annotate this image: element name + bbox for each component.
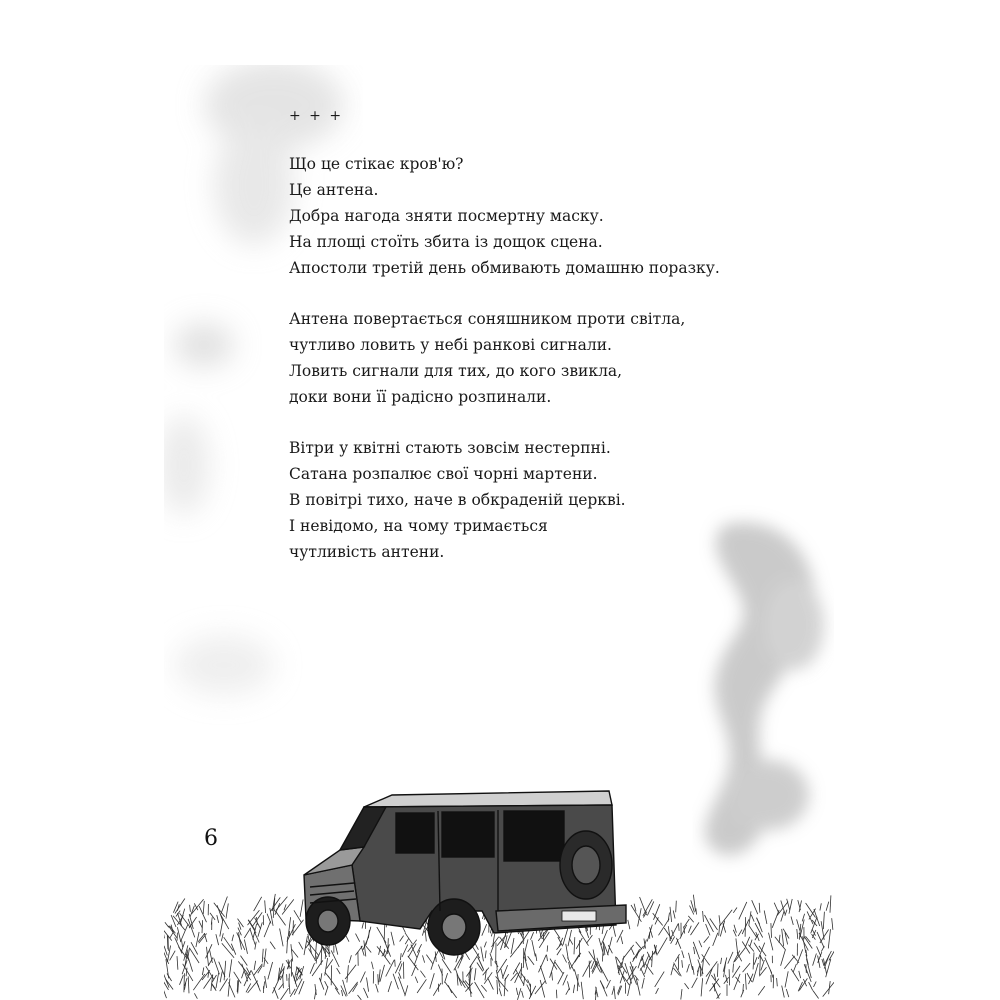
poem-line: І невідомо, на чому тримається [289,517,548,535]
grass-stroke [395,960,396,967]
poem-line: Що це стікає кров'ю? [289,155,464,173]
poem-line: Апостоли третій день обмивають домашню поразку. [289,259,720,277]
poem-line: Сатана розпалює свої чорні мартени. [289,465,598,483]
poem-line: Добра нагода зняти посмертну маску. [289,207,604,225]
poem-line: чутливість антени. [289,543,445,561]
grass-stroke [826,902,829,911]
grass-stroke [718,964,719,977]
poem-line: В повітрі тихо, наче в обкраденій церкві. [289,491,626,509]
grass-stroke [254,897,262,911]
poem-line: Вітри у квітні стають зовсім нестерпні. [289,439,611,457]
stanza-3 [289,435,809,565]
poem-line: Ловить сигнали для тих, до кого звикла, [289,362,623,380]
poem-line: доки вони її радісно розпинали. [289,388,552,406]
poem [289,103,809,590]
grass-stroke [329,947,330,957]
stanza-1 [289,151,809,281]
poem-line: чутливо ловить у небі ранкові сигнали. [289,336,612,354]
stanza-2 [289,306,809,410]
page-number: 6 [204,826,218,851]
poem-line: Антена повертається соняшником проти світла, [289,310,686,328]
grass-stroke [729,969,730,985]
poem-line: На площі стоїть збита із дощок сцена. [289,233,603,251]
grass-stroke [820,903,821,910]
page-sheet [164,65,834,1000]
grass-stroke [293,920,294,935]
grass-stroke [787,899,790,910]
grass-stroke [378,974,379,985]
section-marker: + + + [289,108,344,124]
car-in-grass-illustration [164,715,834,1000]
poem-line: Це антена. [289,181,379,199]
grass-stroke [556,990,557,999]
grass-stroke [270,897,280,911]
